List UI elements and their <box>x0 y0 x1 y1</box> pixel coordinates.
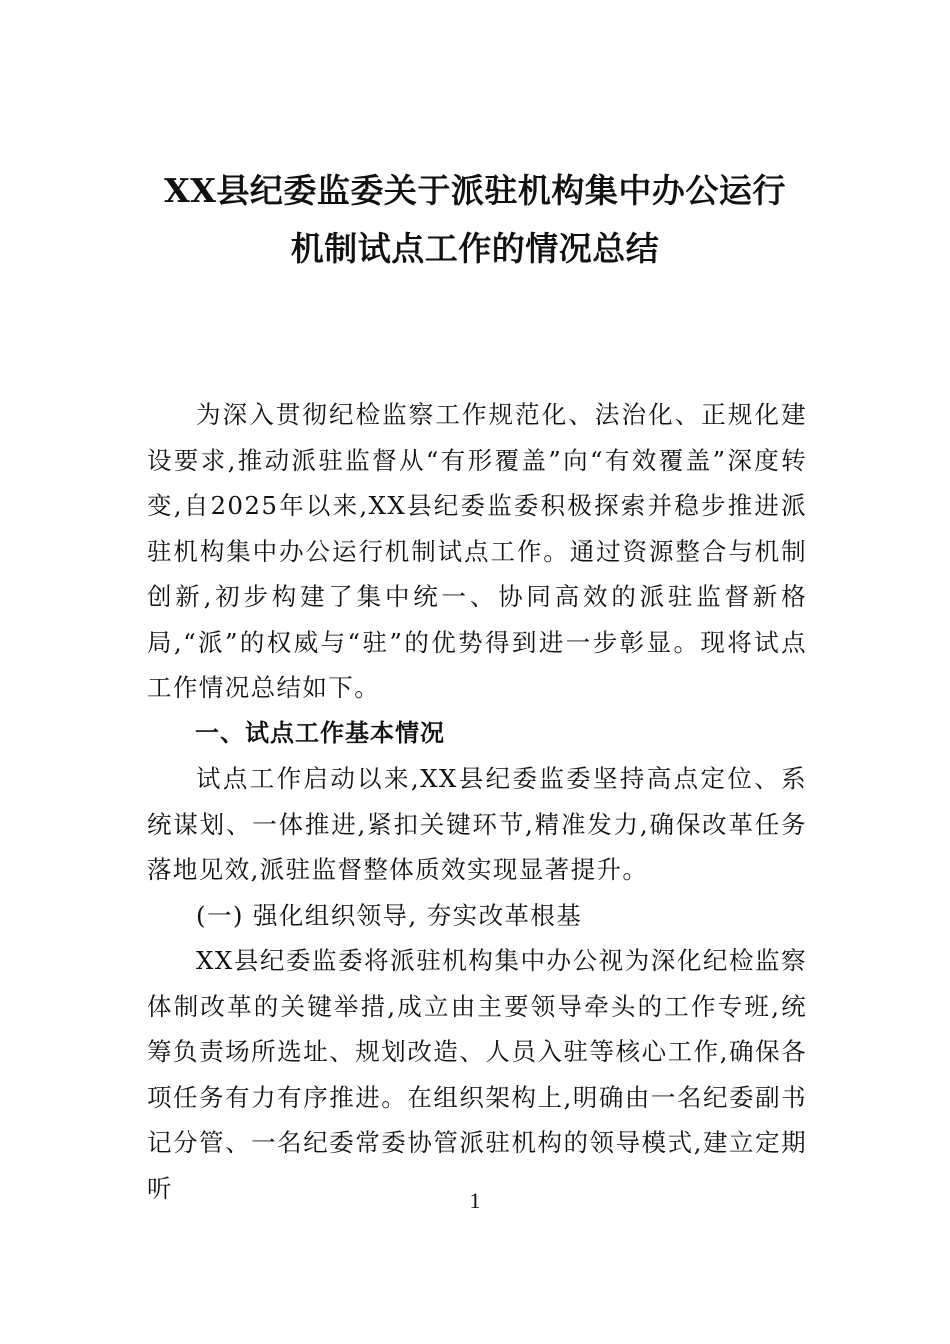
document-title-line-2: 机制试点工作的情况总结 <box>290 229 660 268</box>
page-number: 1 <box>469 1188 481 1213</box>
section-heading-1: 一、试点工作基本情况 <box>195 718 445 747</box>
subsection-1-paragraph: XX县纪委监委将派驻机构集中办公视为深化纪检监察体制改革的关键举措,成立由主要领导牵头的工作专班,统筹负责场所选址、规划改造、人员入驻等核心工作,确保各项任务有力有序推进。在组织架构上,明确由一名纪委副书记分管、一名纪委常委协管派驻机构的领导模式,建立定期听 <box>147 946 807 1203</box>
subsection-heading-1: (一) 强化组织领导, 夯实改革根基 <box>196 900 583 930</box>
document-title-line-1: XX县纪委监委关于派驻机构集中办公运行 <box>164 171 786 210</box>
section-1-paragraph: 试点工作启动以来,XX县纪委监委坚持高点定位、系统谋划、一体推进,紧扣关键环节,精准发力,确保改革任务落地见效,派驻监督整体质效实现显著提升。 <box>147 764 807 884</box>
intro-paragraph: 为深入贯彻纪检监察工作规范化、法治化、正规化建设要求,推动派驻监督从“有形覆盖”向“有效覆盖”深度转变,自2025年以来,XX县纪委监委积极探索并稳步推进派驻机构集中办公运行机制试点工作。通过资源整合与机制创新,初步构建了集中统一、协同高效的派驻监督新格局,“派”的权威与“驻”的优势得到进一步彰显。现将试点工作情况总结如下。 <box>147 400 807 702</box>
document-body <box>147 392 807 1211</box>
document-title <box>120 162 830 278</box>
